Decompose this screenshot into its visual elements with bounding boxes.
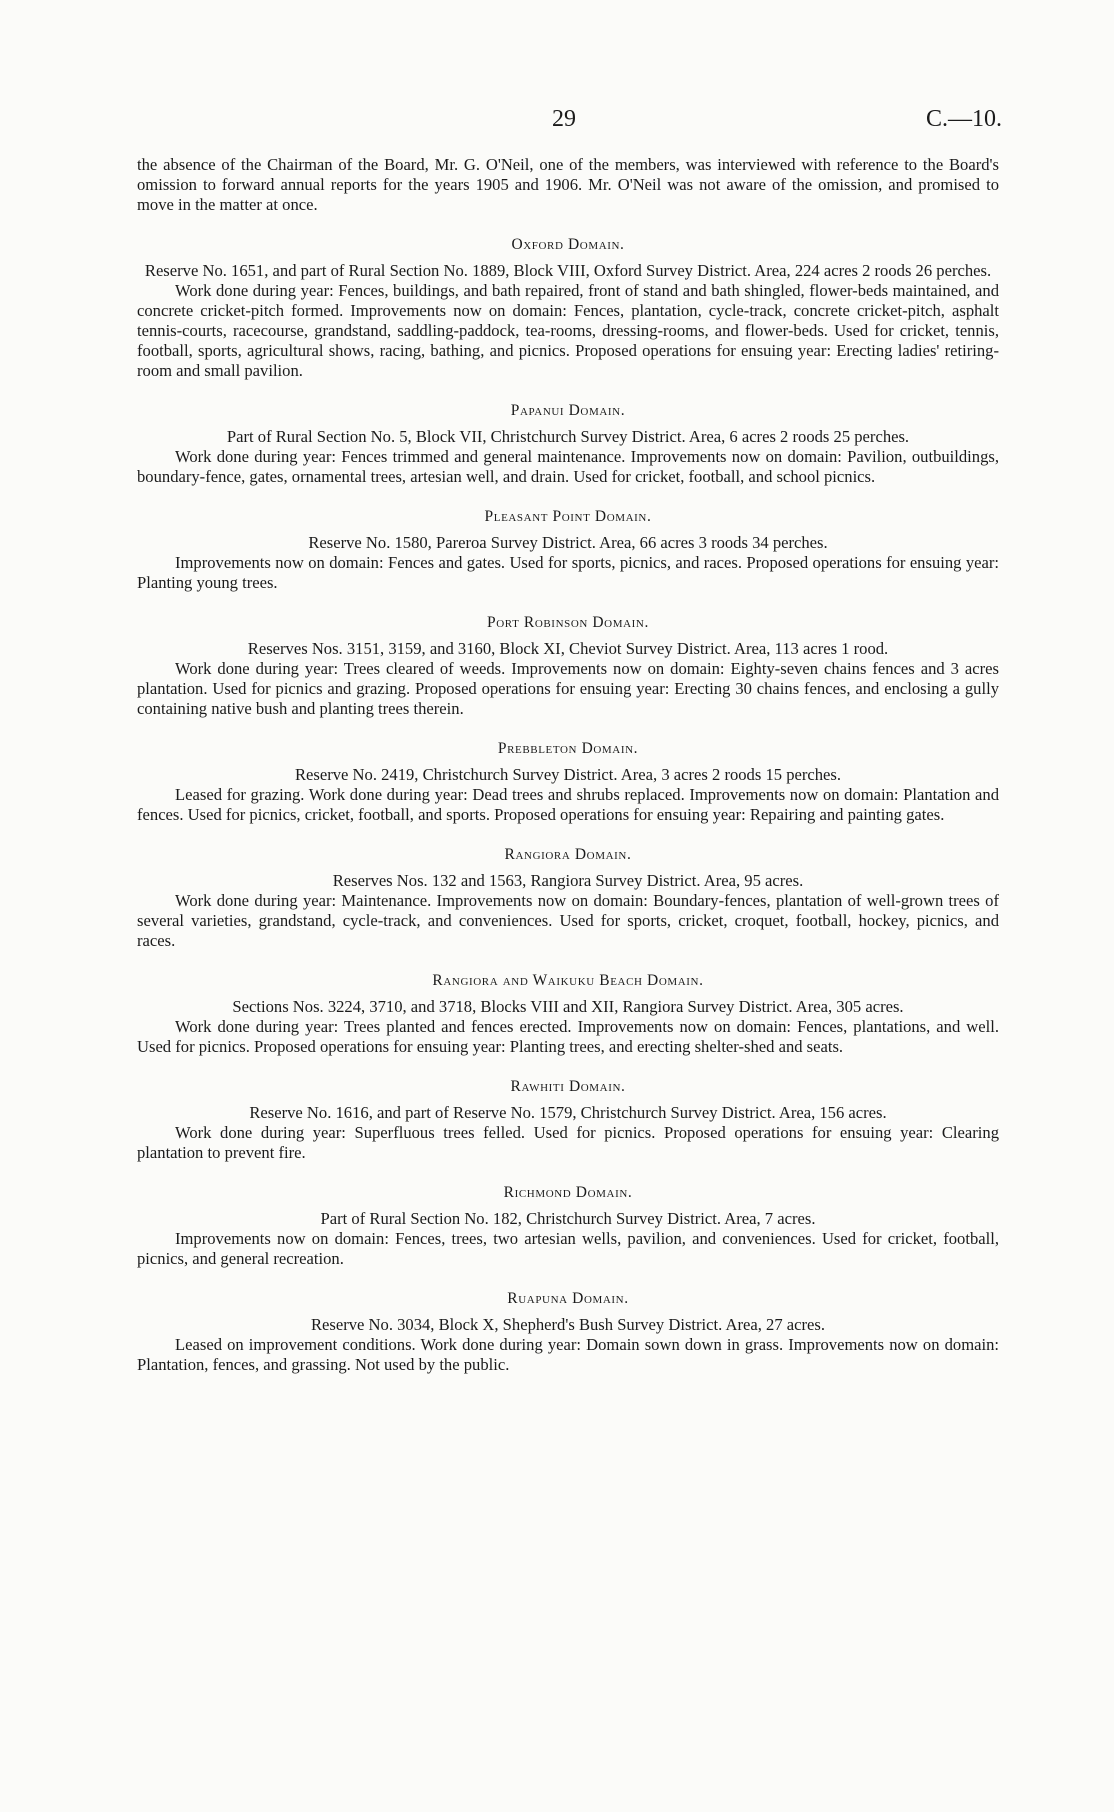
section-title: Richmond Domain. <box>503 1184 633 1201</box>
reserve-description: Sections Nos. 3224, 3710, and 3718, Blocks VIII and XII, Rangiora Survey District. Area, 305 acres. <box>232 997 904 1016</box>
page-header <box>0 106 1114 136</box>
section-rangiora-waikuku-beach-domain <box>137 971 999 1057</box>
reserve-description: Part of Rural Section No. 5, Block VII, Christchurch Survey District. Area, 6 acres 2 roods 25 perches. <box>226 427 910 446</box>
reserve-description: Reserve No. 1616, and part of Reserve No. 1579, Christchurch Survey District. Area, 156 acres. <box>249 1103 887 1122</box>
section-body: Leased for grazing. Work done during year: Dead trees and shrubs replaced. Improvements now on domain: Plantation and fences. Used for picnics, cricket, football, and sports. Proposed operations for ensuing year: Repairing and painting gates. <box>137 785 999 824</box>
section-title: Ruapuna Domain. <box>507 1290 629 1307</box>
reserve-description: Reserve No. 2419, Christchurch Survey District. Area, 3 acres 2 roods 15 perches. <box>294 765 842 784</box>
document-reference: C.—10. <box>925 106 1002 132</box>
section-title: Prebbleton Domain. <box>497 740 639 757</box>
section-title: Rawhiti Domain. <box>510 1078 626 1095</box>
section-body: Work done during year: Trees planted and fences erected. Improvements now on domain: Fences, plantations, and well. Used for picnics. Proposed operations for ensuing year: Planting trees, and erecting shelter-shed and seats. <box>137 1017 999 1056</box>
section-title: Rangiora and Waikuku Beach Domain. <box>432 972 704 989</box>
section-title: Rangiora Domain. <box>504 846 632 863</box>
reserve-description: Part of Rural Section No. 182, Christchurch Survey District. Area, 7 acres. <box>320 1209 816 1228</box>
section-port-robinson-domain <box>137 613 999 719</box>
section-body: Work done during year: Trees cleared of weeds. Improvements now on domain: Eighty-seven chains fences and 3 acres plantation. Used for picnics and grazing. Proposed operations for ensuing year: Erecting 30 chains fences, and enclosing a gully containing native bush and planting trees therein. <box>137 659 999 718</box>
section-body: Leased on improvement conditions. Work done during year: Domain sown down in grass. Improvements now on domain: Plantation, fences, and grassing. Not used by the public. <box>137 1335 999 1374</box>
reserve-description: Reserves Nos. 3151, 3159, and 3160, Block XI, Cheviot Survey District. Area, 113 acres 1 rood. <box>247 639 889 658</box>
section-body: Work done during year: Fences, buildings, and bath repaired, front of stand and bath shingled, flower-beds maintained, and concrete cricket-pitch formed. Improvements now on domain: Fences, plantation, cycle-track, concrete cricket-pitch, asphalt tennis-courts, racecourse, grandstand, saddling-paddock, tea-rooms, dressing-rooms, and flower-beds. Used for cricket, tennis, football, sports, agricultural shows, racing, bathing, and picnics. Proposed operations for ensuing year: Erecting ladies' retiring-room and small pavilion. <box>137 281 999 380</box>
reserve-description: Reserve No. 1651, and part of Rural Section No. 1889, Block VIII, Oxford Survey District. Area, 224 acres 2 roods 26 perches. <box>144 261 992 280</box>
section-body: Work done during year: Maintenance. Improvements now on domain: Boundary-fences, plantation of well-grown trees of several varieties, grandstand, cycle-track, and conveniences. Used for sports, cricket, croquet, football, hockey, picnics, and races. <box>137 891 999 950</box>
section-title: Oxford Domain. <box>511 236 625 253</box>
reserve-description: Reserves Nos. 132 and 1563, Rangiora Survey District. Area, 95 acres. <box>332 871 804 890</box>
section-richmond-domain <box>137 1183 999 1269</box>
section-title: Pleasant Point Domain. <box>484 508 652 525</box>
section-title: Papanui Domain. <box>510 402 626 419</box>
page-content <box>137 155 999 1375</box>
section-prebbleton-domain <box>137 739 999 825</box>
section-body: Improvements now on domain: Fences, trees, two artesian wells, pavilion, and conveniences. Used for cricket, football, picnics, and general recreation. <box>137 1229 999 1268</box>
section-oxford-domain <box>137 235 999 381</box>
reserve-description: Reserve No. 1580, Pareroa Survey District. Area, 66 acres 3 roods 34 perches. <box>308 533 828 552</box>
section-rangiora-domain <box>137 845 999 951</box>
reserve-description: Reserve No. 3034, Block X, Shepherd's Bush Survey District. Area, 27 acres. <box>310 1315 826 1334</box>
section-body: Improvements now on domain: Fences and gates. Used for sports, picnics, and races. Proposed operations for ensuing year: Planting young trees. <box>137 553 999 592</box>
section-rawhiti-domain <box>137 1077 999 1163</box>
section-body: Work done during year: Fences trimmed and general maintenance. Improvements now on domain: Pavilion, outbuildings, boundary-fence, gates, ornamental trees, artesian well, and drain. Used for cricket, football, and school picnics. <box>137 447 999 486</box>
intro-paragraph: the absence of the Chairman of the Board, Mr. G. O'Neil, one of the members, was interviewed with reference to the Board's omission to forward annual reports for the years 1905 and 1906. Mr. O'Neil was not aware of the omission, and promised to move in the matter at once. <box>137 155 999 214</box>
section-papanui-domain <box>137 401 999 487</box>
section-ruapuna-domain <box>137 1289 999 1375</box>
section-title: Port Robinson Domain. <box>487 614 649 631</box>
section-pleasant-point-domain <box>137 507 999 593</box>
page-number: 29 <box>552 106 576 132</box>
section-body: Work done during year: Superfluous trees felled. Used for picnics. Proposed operations for ensuing year: Clearing plantation to prevent fire. <box>137 1123 999 1162</box>
